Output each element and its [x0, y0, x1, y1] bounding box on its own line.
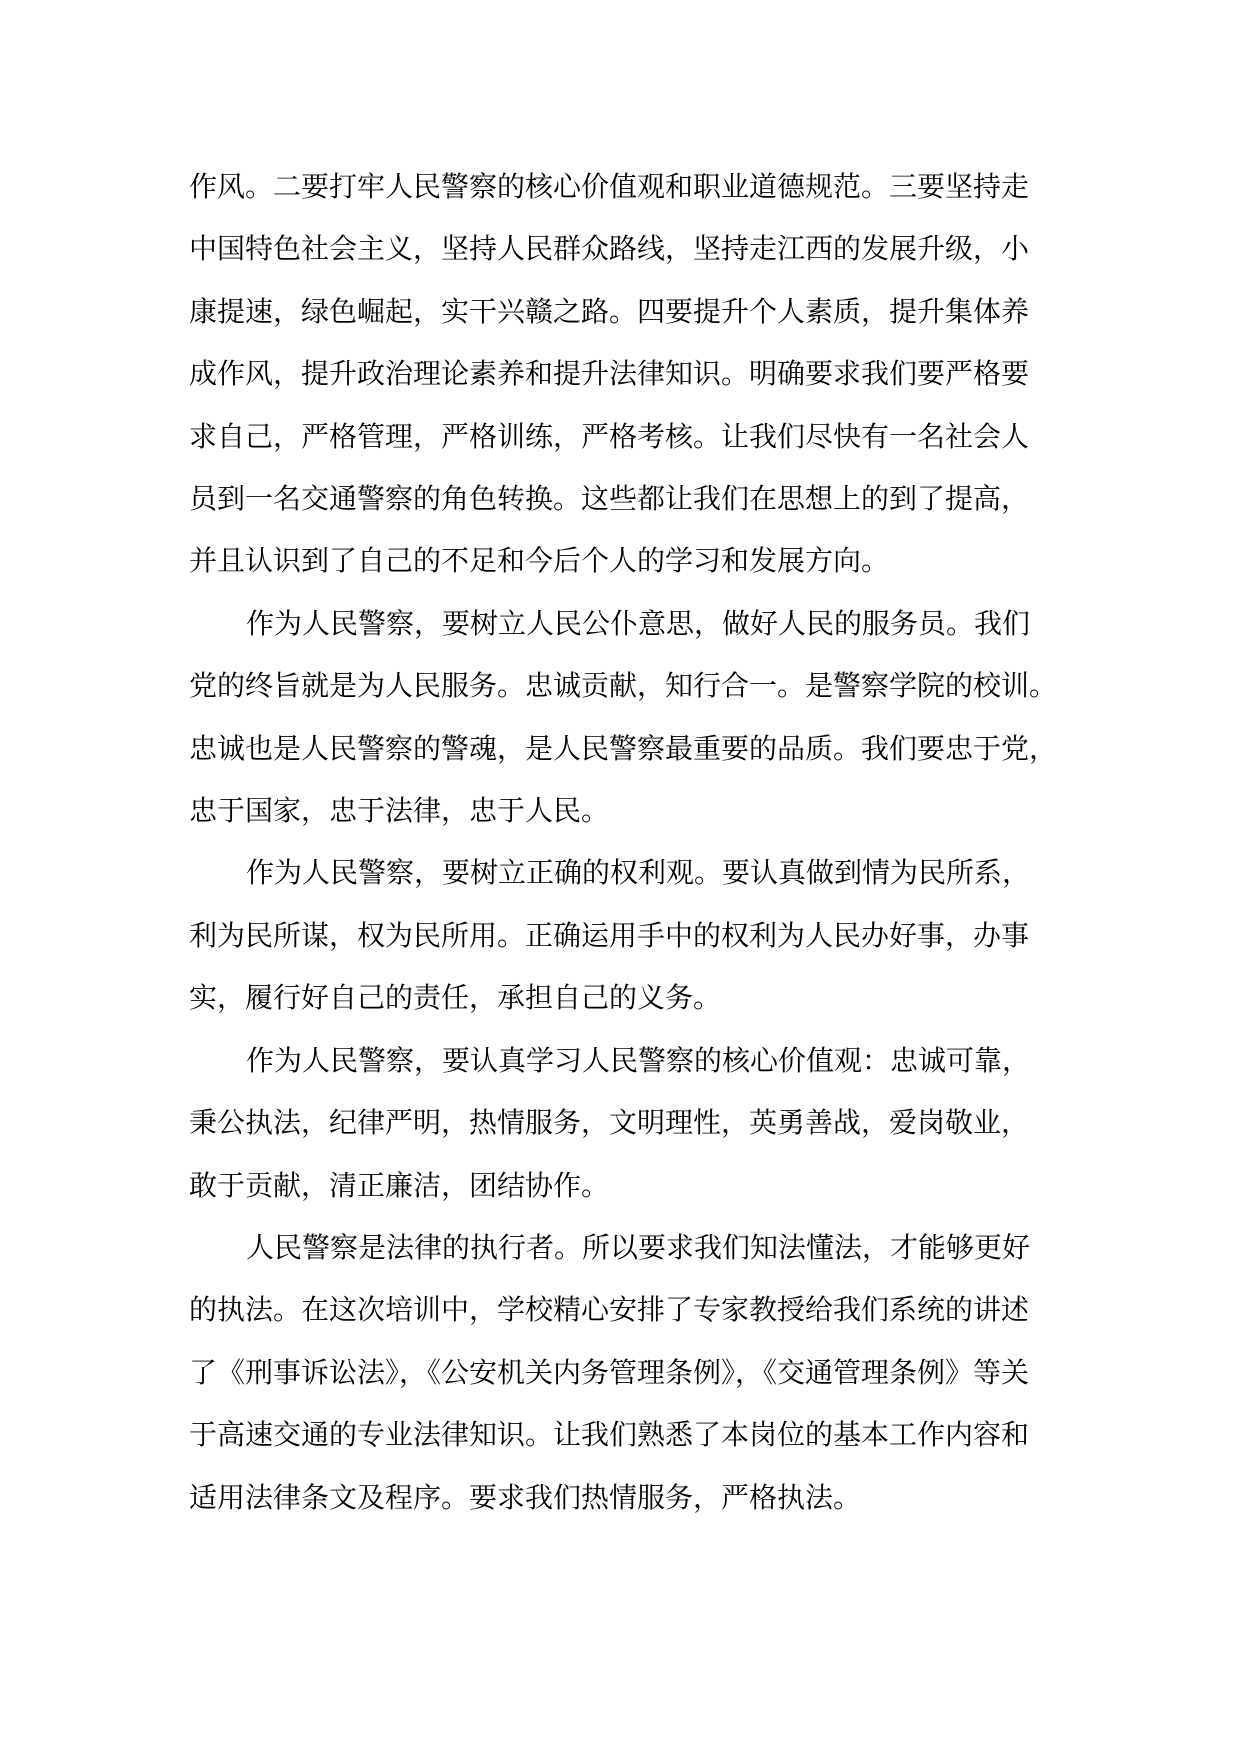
text-line: 利为民所谋，权为民所用。正确运用手中的权利为人民办好事，办事	[189, 918, 1030, 952]
paragraph-5	[189, 1217, 1069, 1529]
text-line: 的执法。在这次培训中，学校精心安排了专家教授给我们系统的讲述	[189, 1293, 1030, 1327]
paragraph-2	[189, 593, 1069, 843]
text-line: 作风。二要打牢人民警察的核心价值观和职业道德规范。三要坚持走	[189, 170, 1030, 203]
text-line: 中国特色社会主义，坚持人民群众路线，坚持走江西的发展升级，小	[189, 232, 1030, 266]
paragraph-3	[189, 842, 1069, 1029]
text-line: 员到一名交通警察的角色转换。这些都让我们在思想上的到了提高，	[189, 482, 1030, 516]
text-line: 作为人民警察，要树立正确的权利观。要认真做到情为民所系，	[246, 856, 1031, 890]
text-line: 成作风，提升政治理论素养和提升法律知识。明确要求我们要严格要	[189, 357, 1030, 391]
text-line: 于高速交通的专业法律知识。让我们熟悉了本岗位的基本工作内容和	[189, 1418, 1030, 1452]
text-line: 忠于国家，忠于法律，忠于人民。	[189, 794, 610, 828]
text-line: 并且认识到了自己的不足和今后个人的学习和发展方向。	[189, 544, 890, 578]
text-line: 人民警察是法律的执行者。所以要求我们知法懂法，才能够更好	[246, 1230, 1031, 1264]
paragraph-4	[189, 1030, 1069, 1217]
text-line: 作为人民警察，要认真学习人民警察的核心价值观：忠诚可靠，	[246, 1043, 1031, 1077]
text-line: 求自己，严格管理，严格训练，严格考核。让我们尽快有一名社会人	[189, 419, 1030, 453]
text-line: 秉公执法，纪律严明，热情服务，文明理性，英勇善战，爱岗敬业，	[189, 1106, 1030, 1140]
text-line: 党的终旨就是为人民服务。忠诚贡献，知行合一。是警察学院的校训。	[189, 669, 1058, 703]
text-line: 作为人民警察，要树立人民公仆意思，做好人民的服务员。我们	[246, 606, 1031, 640]
document-body	[189, 156, 1069, 1529]
text-line: 实，履行好自己的责任，承担自己的义务。	[189, 981, 722, 1015]
paragraph-1	[189, 156, 1069, 593]
text-line: 敢于贡献，清正廉洁，团结协作。	[189, 1168, 610, 1202]
text-line: 康提速，绿色崛起，实干兴赣之路。四要提升个人素质，提升集体养	[189, 294, 1030, 328]
text-line: 适用法律条文及程序。要求我们热情服务，严格执法。	[189, 1480, 862, 1514]
text-line: 忠诚也是人民警察的警魂，是人民警察最重要的品质。我们要忠于党，	[189, 731, 1058, 765]
text-line: 了《刑事诉讼法》，《公安机关内务管理条例》，《交通管理条例》等关	[189, 1355, 1030, 1389]
